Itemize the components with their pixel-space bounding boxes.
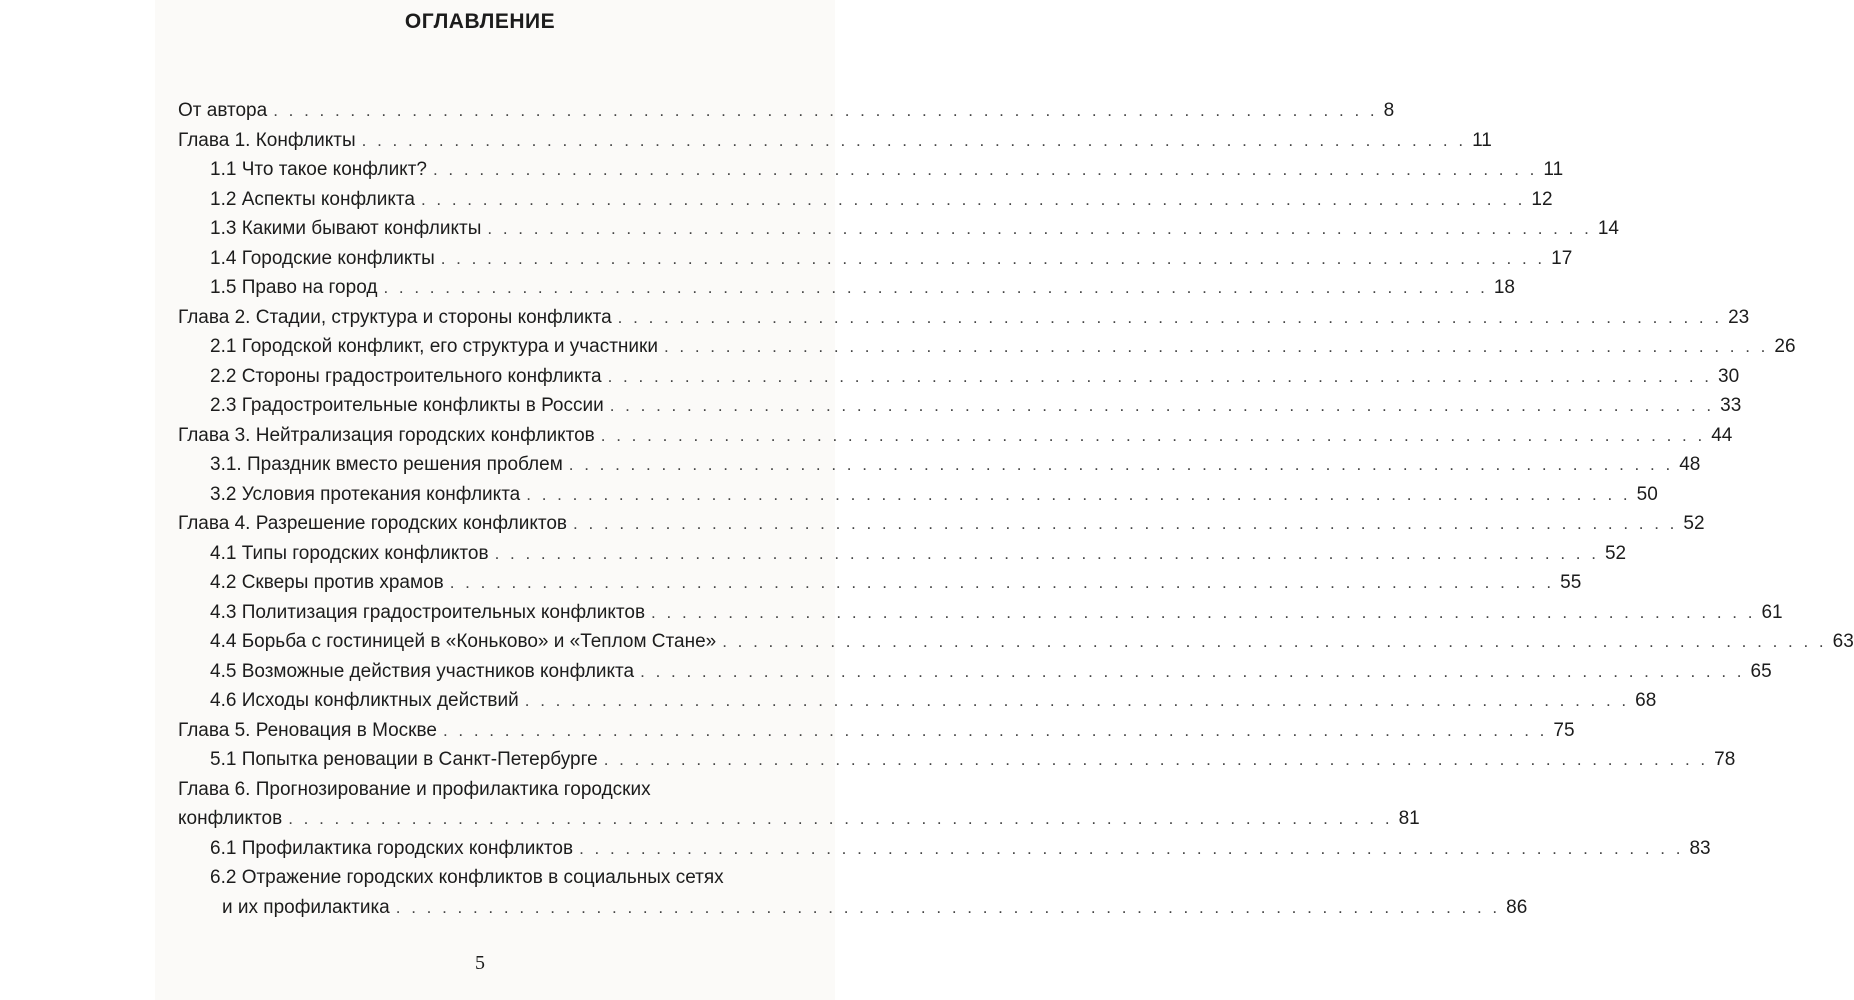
toc-entry-chapter-5[interactable]: [178, 716, 1575, 746]
dot-leader: . . . . . . . . . . . . . . . . . . . . . . . . . . . . . . . . . . . . . . . . . . . . . . . . . . . . . . . . . . . . . . . . . . . . . . . .: [526, 484, 1631, 504]
toc-entry-page: 11: [1472, 129, 1492, 151]
toc-entry-title: 4.2 Скверы против храмов: [210, 568, 450, 598]
toc-entry-foreword[interactable]: [178, 96, 1395, 126]
dot-leader: . . . . . . . . . . . . . . . . . . . . . . . . . . . . . . . . . . . . . . . . . . . . . . . . . . . . . . . . . . . . . . . . . . . . . . . .: [600, 425, 1706, 445]
dot-leader: . . . . . . . . . . . . . . . . . . . . . . . . . . . . . . . . . . . . . . . . . . . . . . . . . . . . . . . . . . . . . . . . . . . . . . . .: [640, 661, 1745, 681]
dot-leader: . . . . . . . . . . . . . . . . . . . . . . . . . . . . . . . . . . . . . . . . . . . . . . . . . . . . . . . . . . . . . . . . . . . . . . . .: [383, 278, 1488, 297]
toc-entry-section-4-3[interactable]: [178, 598, 1783, 628]
dot-leader: . . . . . . . . . . . . . . . . . . . . . . . . . . . . . . . . . . . . . . . . . . . . . . . . . . . . . . . . . . . . . . . . . . . . . . . .: [432, 160, 1538, 179]
toc-entry-section-4-1[interactable]: [178, 539, 1627, 569]
toc-entry-page: 11: [1543, 159, 1564, 180]
toc-entry-title: 3.2 Условия протекания конфликта: [210, 480, 526, 510]
toc-entry-title: 1.1 Что такое конфликт?: [210, 155, 433, 185]
toc-entry-section-1-3[interactable]: [178, 214, 1619, 244]
toc-entry-title-line2: конфликтов: [178, 804, 288, 834]
page-number: 5: [475, 952, 485, 974]
dot-leader: . . . . . . . . . . . . . . . . . . . . . . . . . . . . . . . . . . . . . . . . . . . . . . . . . . . . . . . . . . . . . . . . . . . . . . . .: [651, 602, 1756, 622]
toc-entry-page: 12: [1531, 188, 1553, 210]
toc-entry-chapter-6[interactable]: [178, 775, 1420, 834]
toc-entry-title: 4.4 Борьба с гостиницей в «Коньково» и «Теплом Стане»: [210, 627, 722, 657]
toc-entry-page: 61: [1761, 601, 1783, 623]
toc-entry-chapter-1[interactable]: [178, 126, 1492, 156]
toc-entry-title-line1: 6.2 Отражение городских конфликтов в социальных сетях: [210, 867, 724, 888]
toc-entry-section-2-1[interactable]: [178, 332, 1796, 362]
toc-entry-chapter-3[interactable]: [178, 421, 1733, 451]
toc-entry-section-4-5[interactable]: [178, 657, 1772, 687]
toc-entry-page: 52: [1683, 513, 1705, 534]
dot-leader: . . . . . . . . . . . . . . . . . . . . . . . . . . . . . . . . . . . . . . . . . . . . . . . . . . . . . . . . . . . . . . . . . . . . . . . .: [617, 307, 1723, 327]
toc-entry-section-3-1[interactable]: [178, 450, 1701, 480]
toc-entry-section-1-2[interactable]: [178, 185, 1553, 215]
toc-entry-section-3-2[interactable]: [178, 480, 1658, 510]
dot-leader: . . . . . . . . . . . . . . . . . . . . . . . . . . . . . . . . . . . . . . . . . . . . . . . . . . . . . . . . . . . . . . . . . . . . . . . .: [440, 248, 1546, 268]
toc-entry-page: 17: [1551, 247, 1573, 269]
toc-entry-title: Глава 1. Конфликты: [178, 126, 362, 156]
toc-entry-title-line2: и их профилактика: [210, 893, 396, 923]
dot-leader: . . . . . . . . . . . . . . . . . . . . . . . . . . . . . . . . . . . . . . . . . . . . . . . . . . . . . . . . . . . . . . . . . . . . . . . .: [609, 396, 1715, 415]
toc-entry-section-2-2[interactable]: [178, 362, 1740, 392]
dot-leader: . . . . . . . . . . . . . . . . . . . . . . . . . . . . . . . . . . . . . . . . . . . . . . . . . . . . . . . . . . . . . . . . . . . . . . . .: [442, 720, 1548, 740]
dot-leader: . . . . . . . . . . . . . . . . . . . . . . . . . . . . . . . . . . . . . . . . . . . . . . . . . . . . . . . . . . . . . . . . . . . . . . . .: [663, 337, 1769, 356]
toc-entry-page: 14: [1597, 218, 1619, 239]
dot-leader: . . . . . . . . . . . . . . . . . . . . . . . . . . . . . . . . . . . . . . . . . . . . . . . . . . . . . . . . . . . . . . . . . . . . . . . .: [288, 809, 1393, 828]
toc-entry-section-5-1[interactable]: [178, 745, 1736, 775]
dot-leader: . . . . . . . . . . . . . . . . . . . . . . . . . . . . . . . . . . . . . . . . . . . . . . . . . . . . . . . . . . . . . . . . . . . . . . . .: [568, 455, 1674, 474]
dot-leader: . . . . . . . . . . . . . . . . . . . . . . . . . . . . . . . . . . . . . . . . . . . . . . . . . . . . . . . . . . . . . . . . . . . . . . . .: [449, 573, 1555, 592]
dot-leader: . . . . . . . . . . . . . . . . . . . . . . . . . . . . . . . . . . . . . . . . . . . . . . . . . . . . . . . . . . . . . . . . . . . . . . . .: [607, 366, 1713, 386]
dot-leader: . . . . . . . . . . . . . . . . . . . . . . . . . . . . . . . . . . . . . . . . . . . . . . . . . . . . . . . . . . . . . . . . . . . . . . . .: [420, 189, 1526, 209]
toc-entry-page: 18: [1493, 277, 1515, 298]
toc-entry-page: 86: [1506, 896, 1528, 918]
toc-entry-title: От автора: [178, 96, 273, 126]
dot-leader: . . . . . . . . . . . . . . . . . . . . . . . . . . . . . . . . . . . . . . . . . . . . . . . . . . . . . . . . . . . . . . . . . . . . . . . .: [579, 838, 1684, 858]
toc-entry-title: 3.1. Праздник вместо решения проблем: [210, 450, 569, 480]
toc-entry-title: 1.2 Аспекты конфликта: [210, 185, 421, 215]
dot-leader: . . . . . . . . . . . . . . . . . . . . . . . . . . . . . . . . . . . . . . . . . . . . . . . . . . . . . . . . . . . . . . . . . . . . . . . .: [395, 897, 1501, 917]
toc-entry-title: 2.2 Стороны градостроительного конфликта: [210, 362, 608, 392]
toc-entry-title: Глава 5. Реновация в Москве: [178, 716, 443, 746]
toc-entry-title-line1: Глава 6. Прогнозирование и профилактика городских: [178, 778, 651, 800]
toc-entry-page: 48: [1679, 454, 1701, 475]
toc-entry-title: 4.1 Типы городских конфликтов: [210, 539, 495, 569]
toc-entry-page: 65: [1750, 660, 1772, 682]
toc-entry-page: 63: [1832, 631, 1854, 652]
toc-entry-page: 26: [1774, 336, 1796, 357]
toc-entry-page: 23: [1728, 306, 1750, 328]
toc-entry-page: 83: [1689, 837, 1711, 859]
dot-leader: . . . . . . . . . . . . . . . . . . . . . . . . . . . . . . . . . . . . . . . . . . . . . . . . . . . . . . . . . . . . . . . . . . . . . . . .: [361, 130, 1467, 150]
dot-leader: . . . . . . . . . . . . . . . . . . . . . . . . . . . . . . . . . . . . . . . . . . . . . . . . . . . . . . . . . . . . . . . . . . . . . . . .: [722, 632, 1827, 651]
toc-entry-section-6-1[interactable]: [178, 834, 1711, 864]
toc-entry-section-4-6[interactable]: [178, 686, 1657, 716]
toc-entry-title: 6.1 Профилактика городских конфликтов: [210, 834, 579, 864]
toc-entry-title: Глава 3. Нейтрализация городских конфликтов: [178, 421, 601, 451]
dot-leader: . . . . . . . . . . . . . . . . . . . . . . . . . . . . . . . . . . . . . . . . . . . . . . . . . . . . . . . . . . . . . . . . . . . . . . . .: [524, 691, 1630, 710]
toc-entry-section-1-5[interactable]: [178, 273, 1515, 303]
dot-leader: . . . . . . . . . . . . . . . . . . . . . . . . . . . . . . . . . . . . . . . . . . . . . . . . . . . . . . . . . . . . . . . . . . . . . . . .: [487, 219, 1592, 238]
toc-entry-title: 1.3 Какими бывают конфликты: [210, 214, 487, 244]
toc-entry-title: Глава 2. Стадии, структура и стороны конфликта: [178, 303, 618, 333]
toc-entry-title: 1.4 Городские конфликты: [210, 244, 441, 274]
toc-entry-section-1-1[interactable]: [178, 155, 1564, 185]
toc-entry-chapter-2[interactable]: [178, 303, 1750, 333]
toc-entry-section-4-4[interactable]: [178, 627, 1854, 657]
toc-entry-title: 5.1 Попытка реновации в Санкт-Петербурге: [210, 745, 604, 775]
toc-entry-page: 78: [1714, 749, 1736, 770]
toc-entry-page: 44: [1711, 424, 1733, 446]
toc-entry-page: 50: [1636, 483, 1658, 505]
dot-leader: . . . . . . . . . . . . . . . . . . . . . . . . . . . . . . . . . . . . . . . . . . . . . . . . . . . . . . . . . . . . . . . . . . . . . . . .: [494, 543, 1599, 563]
toc-entry-page: 30: [1718, 365, 1740, 387]
dot-leader: . . . . . . . . . . . . . . . . . . . . . . . . . . . . . . . . . . . . . . . . . . . . . . . . . . . . . . . . . . . . . . . . . . . . . . . .: [273, 101, 1378, 120]
toc-entry-section-1-4[interactable]: [178, 244, 1573, 274]
toc-entry-section-4-2[interactable]: [178, 568, 1582, 598]
dot-leader: . . . . . . . . . . . . . . . . . . . . . . . . . . . . . . . . . . . . . . . . . . . . . . . . . . . . . . . . . . . . . . . . . . . . . . . .: [573, 514, 1678, 533]
toc-entry-page: 52: [1604, 542, 1627, 564]
toc-entry-title: Глава 4. Разрешение городских конфликтов: [178, 509, 573, 539]
toc-entry-page: 68: [1635, 690, 1657, 711]
toc-entry-title: 2.1 Городской конфликт, его структура и участники: [210, 332, 664, 362]
toc-entry-chapter-4[interactable]: [178, 509, 1705, 539]
toc-entry-page: 33: [1720, 395, 1742, 416]
page-title: ОГЛАВЛЕНИЕ: [404, 10, 556, 33]
dot-leader: . . . . . . . . . . . . . . . . . . . . . . . . . . . . . . . . . . . . . . . . . . . . . . . . . . . . . . . . . . . . . . . . . . . . . . . .: [603, 750, 1709, 769]
toc-entry-section-6-2[interactable]: [178, 863, 1528, 922]
toc-entry-page: 81: [1398, 808, 1420, 829]
toc-entry-title: 4.3 Политизация градостроительных конфликтов: [210, 598, 651, 628]
table-of-contents: [178, 96, 1854, 922]
toc-entry-title: 1.5 Право на город: [210, 273, 383, 303]
toc-entry-page: 55: [1560, 572, 1582, 593]
toc-entry-title: 4.5 Возможные действия участников конфликта: [210, 657, 640, 687]
toc-entry-page: 8: [1383, 100, 1395, 121]
toc-entry-section-2-3[interactable]: [178, 391, 1742, 421]
toc-entry-title: 4.6 Исходы конфликтных действий: [210, 686, 525, 716]
toc-entry-title: 2.3 Градостроительные конфликты в России: [210, 391, 610, 421]
toc-entry-page: 75: [1553, 719, 1575, 741]
